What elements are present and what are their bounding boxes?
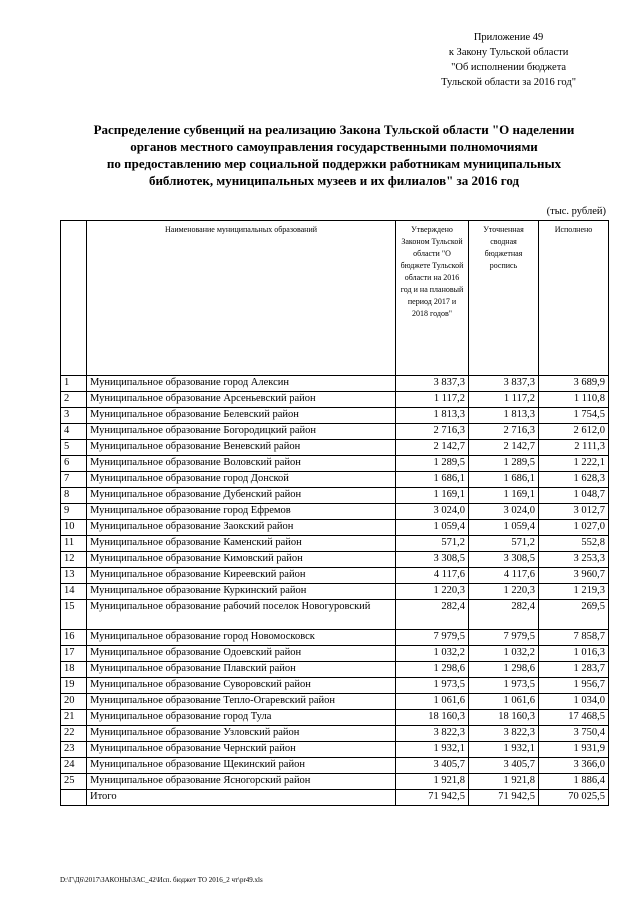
- row-approved: 282,4: [396, 600, 469, 630]
- row-executed: 1 628,3: [539, 472, 609, 488]
- row-name: Муниципальное образование Дубенский район: [87, 488, 396, 504]
- row-revised: 1 289,5: [469, 456, 539, 472]
- row-approved: 1 220,3: [396, 584, 469, 600]
- row-name: Муниципальное образование Чернский район: [87, 742, 396, 758]
- row-revised: 2 716,3: [469, 424, 539, 440]
- total-number: [61, 790, 87, 806]
- row-name: Муниципальное образование Арсеньевский район: [87, 392, 396, 408]
- header-approved: Утверждено Законом Тульской области "О бюджете Тульской области на 2016 год и на плановый период 2017 и 2018 годов": [396, 221, 469, 376]
- row-number: 24: [61, 758, 87, 774]
- table-row: [61, 646, 609, 662]
- row-revised: 1 059,4: [469, 520, 539, 536]
- row-revised: 1 686,1: [469, 472, 539, 488]
- row-revised: 1 813,3: [469, 408, 539, 424]
- row-number: 20: [61, 694, 87, 710]
- row-number: 13: [61, 568, 87, 584]
- row-revised: 4 117,6: [469, 568, 539, 584]
- row-executed: 269,5: [539, 600, 609, 630]
- row-approved: 571,2: [396, 536, 469, 552]
- table-row: [61, 678, 609, 694]
- row-executed: 1 048,7: [539, 488, 609, 504]
- table-row: [61, 758, 609, 774]
- table-row: [61, 774, 609, 790]
- row-number: 7: [61, 472, 87, 488]
- row-name: Муниципальное образование Воловский район: [87, 456, 396, 472]
- row-revised: 1 061,6: [469, 694, 539, 710]
- table-row: [61, 440, 609, 456]
- row-number: 10: [61, 520, 87, 536]
- row-executed: 1 283,7: [539, 662, 609, 678]
- table-body: [61, 376, 609, 790]
- row-number: 16: [61, 630, 87, 646]
- row-executed: 3 750,4: [539, 726, 609, 742]
- table-row: [61, 568, 609, 584]
- row-executed: 1 222,1: [539, 456, 609, 472]
- row-number: 6: [61, 456, 87, 472]
- title-line-1: Распределение субвенций на реализацию Закона Тульской области "О наделении: [93, 122, 575, 137]
- table-row: [61, 488, 609, 504]
- row-revised: 1 921,8: [469, 774, 539, 790]
- row-executed: 3 253,3: [539, 552, 609, 568]
- row-revised: 1 169,1: [469, 488, 539, 504]
- table-row: [61, 392, 609, 408]
- row-name: Муниципальное образование город Ефремов: [87, 504, 396, 520]
- row-number: 18: [61, 662, 87, 678]
- row-approved: 1 289,5: [396, 456, 469, 472]
- table-row: [61, 520, 609, 536]
- row-name: Муниципальное образование город Донской: [87, 472, 396, 488]
- title-line-3: по предоставлению мер социальной поддержки работникам муниципальных: [106, 156, 562, 171]
- table-row: [61, 630, 609, 646]
- row-executed: 1 931,9: [539, 742, 609, 758]
- row-name: Муниципальное образование Суворовский район: [87, 678, 396, 694]
- row-name: Муниципальное образование Киреевский район: [87, 568, 396, 584]
- row-name: Муниципальное образование Заокский район: [87, 520, 396, 536]
- row-number: 14: [61, 584, 87, 600]
- row-name: Муниципальное образование Каменский район: [87, 536, 396, 552]
- row-executed: 1 754,5: [539, 408, 609, 424]
- table-row: [61, 710, 609, 726]
- row-executed: 17 468,5: [539, 710, 609, 726]
- appendix-line-2: к Закону Тульской области: [448, 47, 569, 58]
- row-name: Муниципальное образование Белевский район: [87, 408, 396, 424]
- appendix-line-3: "Об исполнении бюджета: [451, 62, 567, 73]
- row-revised: 3 405,7: [469, 758, 539, 774]
- appendix-line-1: Приложение 49: [473, 32, 544, 43]
- row-executed: 3 366,0: [539, 758, 609, 774]
- row-name: Муниципальное образование город Тула: [87, 710, 396, 726]
- title-line-4: библиотек, муниципальных музеев и их филиалов" за 2016 год: [148, 173, 520, 188]
- total-row: [61, 790, 609, 806]
- row-name: Муниципальное образование Куркинский район: [87, 584, 396, 600]
- row-executed: 3 689,9: [539, 376, 609, 392]
- row-approved: 3 837,3: [396, 376, 469, 392]
- table-row: [61, 408, 609, 424]
- row-name: Муниципальное образование Ясногорский район: [87, 774, 396, 790]
- file-path-footer: D:\Г\Д6\2017\ЗАКОНЫ\ЗАС_42\Исп. бюджет ТО 2016_2 чт\pr49.xls: [60, 876, 263, 884]
- row-name: Муниципальное образование Кимовский район: [87, 552, 396, 568]
- row-executed: 1 956,7: [539, 678, 609, 694]
- row-number: 3: [61, 408, 87, 424]
- row-approved: 3 024,0: [396, 504, 469, 520]
- header-number: [61, 221, 87, 376]
- table-row: [61, 584, 609, 600]
- table-row: [61, 536, 609, 552]
- row-number: 15: [61, 600, 87, 630]
- row-approved: 18 160,3: [396, 710, 469, 726]
- header-executed: Исполнено: [539, 221, 609, 376]
- table-row: [61, 552, 609, 568]
- row-number: 12: [61, 552, 87, 568]
- row-revised: 571,2: [469, 536, 539, 552]
- row-executed: 3 960,7: [539, 568, 609, 584]
- row-number: 5: [61, 440, 87, 456]
- header-revised: Уточненная сводная бюджетная роспись: [469, 221, 539, 376]
- total-executed: 70 025,5: [539, 790, 609, 806]
- row-number: 8: [61, 488, 87, 504]
- row-approved: 7 979,5: [396, 630, 469, 646]
- row-revised: 1 973,5: [469, 678, 539, 694]
- row-executed: 552,8: [539, 536, 609, 552]
- row-executed: 1 034,0: [539, 694, 609, 710]
- appendix-line-4: Тульской области за 2016 год": [441, 77, 576, 88]
- row-approved: 1 686,1: [396, 472, 469, 488]
- row-revised: 1 117,2: [469, 392, 539, 408]
- row-executed: 3 012,7: [539, 504, 609, 520]
- row-revised: 1 220,3: [469, 584, 539, 600]
- row-revised: 1 932,1: [469, 742, 539, 758]
- row-number: 9: [61, 504, 87, 520]
- row-executed: 1 886,4: [539, 774, 609, 790]
- row-name: Муниципальное образование город Алексин: [87, 376, 396, 392]
- row-number: 17: [61, 646, 87, 662]
- row-executed: 7 858,7: [539, 630, 609, 646]
- title-line-2: органов местного самоуправления государственными полномочиями: [130, 139, 538, 154]
- row-number: 19: [61, 678, 87, 694]
- row-revised: 3 822,3: [469, 726, 539, 742]
- table-row: [61, 600, 609, 630]
- table-row: [61, 376, 609, 392]
- row-approved: 1 117,2: [396, 392, 469, 408]
- row-approved: 1 973,5: [396, 678, 469, 694]
- row-name: Муниципальное образование рабочий поселок Новогуровский: [87, 600, 396, 630]
- table-row: [61, 694, 609, 710]
- row-revised: 3 024,0: [469, 504, 539, 520]
- row-approved: 1 061,6: [396, 694, 469, 710]
- table-row: [61, 726, 609, 742]
- row-approved: 1 932,1: [396, 742, 469, 758]
- row-approved: 1 032,2: [396, 646, 469, 662]
- row-revised: 2 142,7: [469, 440, 539, 456]
- row-approved: 1 059,4: [396, 520, 469, 536]
- row-approved: 1 169,1: [396, 488, 469, 504]
- table-row: [61, 662, 609, 678]
- table-row: [61, 456, 609, 472]
- row-approved: 1 813,3: [396, 408, 469, 424]
- total-label: Итого: [87, 790, 396, 806]
- table-header-row: [61, 221, 609, 376]
- row-name: Муниципальное образование Веневский район: [87, 440, 396, 456]
- row-approved: 1 921,8: [396, 774, 469, 790]
- row-name: Муниципальное образование город Новомосковск: [87, 630, 396, 646]
- row-number: 11: [61, 536, 87, 552]
- subsidy-table: [60, 220, 609, 806]
- row-approved: 4 117,6: [396, 568, 469, 584]
- table-row: [61, 424, 609, 440]
- row-revised: 1 032,2: [469, 646, 539, 662]
- row-executed: 1 016,3: [539, 646, 609, 662]
- row-number: 2: [61, 392, 87, 408]
- appendix-block: [441, 30, 576, 90]
- row-revised: 7 979,5: [469, 630, 539, 646]
- row-approved: 2 142,7: [396, 440, 469, 456]
- row-name: Муниципальное образование Одоевский район: [87, 646, 396, 662]
- total-approved: 71 942,5: [396, 790, 469, 806]
- row-executed: 1 110,8: [539, 392, 609, 408]
- table-row: [61, 742, 609, 758]
- row-name: Муниципальное образование Плавский район: [87, 662, 396, 678]
- row-executed: 2 612,0: [539, 424, 609, 440]
- row-name: Муниципальное образование Тепло-Огаревский район: [87, 694, 396, 710]
- row-name: Муниципальное образование Щекинский район: [87, 758, 396, 774]
- table-row: [61, 472, 609, 488]
- row-executed: 2 111,3: [539, 440, 609, 456]
- row-executed: 1 027,0: [539, 520, 609, 536]
- row-approved: 3 308,5: [396, 552, 469, 568]
- row-executed: 1 219,3: [539, 584, 609, 600]
- table-row: [61, 504, 609, 520]
- header-name: Наименование муниципальных образований: [87, 221, 396, 376]
- row-number: 4: [61, 424, 87, 440]
- row-approved: 3 405,7: [396, 758, 469, 774]
- row-number: 21: [61, 710, 87, 726]
- row-revised: 282,4: [469, 600, 539, 630]
- row-approved: 2 716,3: [396, 424, 469, 440]
- row-approved: 1 298,6: [396, 662, 469, 678]
- row-name: Муниципальное образование Узловский район: [87, 726, 396, 742]
- row-number: 1: [61, 376, 87, 392]
- row-revised: 1 298,6: [469, 662, 539, 678]
- row-number: 25: [61, 774, 87, 790]
- document-title: [60, 121, 608, 189]
- total-revised: 71 942,5: [469, 790, 539, 806]
- row-revised: 18 160,3: [469, 710, 539, 726]
- row-number: 22: [61, 726, 87, 742]
- row-number: 23: [61, 742, 87, 758]
- row-name: Муниципальное образование Богородицкий район: [87, 424, 396, 440]
- row-approved: 3 822,3: [396, 726, 469, 742]
- units-label: (тыс. рублей): [546, 206, 606, 217]
- row-revised: 3 837,3: [469, 376, 539, 392]
- row-revised: 3 308,5: [469, 552, 539, 568]
